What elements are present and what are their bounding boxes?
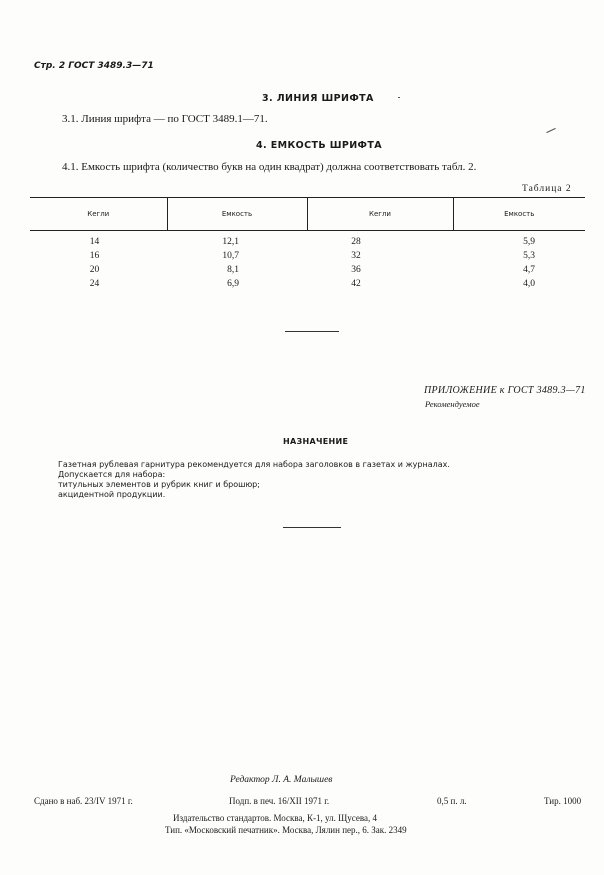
scan-mark bbox=[546, 128, 555, 133]
table-cell: 4,7 bbox=[523, 265, 535, 275]
table-header-cell: Емкость bbox=[453, 198, 585, 231]
table-cell: 32 bbox=[351, 251, 361, 261]
appendix-line: Газетная рублевая гарнитура рекомендуется для набора заголовков в газетах и журналах. bbox=[58, 460, 450, 469]
table-row bbox=[30, 249, 585, 263]
table-header-cell: Емкость bbox=[167, 198, 307, 231]
printer-line: Тип. «Московский печатник». Москва, Лялин пер., 6. Зак. 2349 bbox=[165, 825, 407, 835]
capacity-table bbox=[30, 197, 585, 291]
divider bbox=[285, 331, 339, 332]
page-header: Стр. 2 ГОСТ 3489.3—71 bbox=[34, 61, 154, 71]
section-4-title: 4. ЕМКОСТЬ ШРИФТА bbox=[256, 140, 383, 151]
table-cell: 5,9 bbox=[523, 237, 535, 247]
publisher-line: Издательство стандартов. Москва, К-1, ул. Щусева, 4 bbox=[173, 813, 377, 823]
table-cell: 36 bbox=[351, 265, 361, 275]
section-3-text: 3.1. Линия шрифта — по ГОСТ 3489.1—71. bbox=[62, 113, 268, 125]
table-cell: 8,1 bbox=[227, 265, 239, 275]
table-cell: 20 bbox=[89, 265, 100, 275]
sheet-count: 0,5 п. л. bbox=[437, 796, 467, 806]
appendix-note: Рекомендуемое bbox=[425, 399, 480, 409]
table-header-row bbox=[30, 198, 585, 231]
submitted-date: Сдано в наб. 23/IV 1971 г. bbox=[34, 796, 133, 806]
table-cell: 12,1 bbox=[222, 237, 239, 247]
signed-date: Подп. в печ. 16/XII 1971 г. bbox=[229, 796, 330, 806]
print-run: Тир. 1000 bbox=[544, 796, 582, 806]
table-cell: 6,9 bbox=[227, 279, 239, 289]
editor-credit: Редактор Л. А. Малышев bbox=[230, 775, 333, 785]
table-cell: 42 bbox=[351, 279, 361, 289]
table-header-cell: Кегли bbox=[30, 198, 167, 231]
table-cell: 4,0 bbox=[523, 279, 535, 289]
scan-mark bbox=[398, 97, 400, 98]
table-cell: 24 bbox=[89, 279, 100, 289]
table-header-cell: Кегли bbox=[307, 198, 453, 231]
table-cell: 28 bbox=[351, 237, 361, 247]
appendix-line: титульных элементов и рубрик книг и брошюр; bbox=[58, 480, 260, 489]
section-3-title: 3. ЛИНИЯ ШРИФТА bbox=[262, 93, 374, 104]
table-cell: 14 bbox=[89, 237, 100, 247]
table-cell: 16 bbox=[89, 251, 100, 261]
divider bbox=[283, 527, 341, 528]
table-row bbox=[30, 277, 585, 291]
table-caption: Таблица 2 bbox=[522, 184, 572, 194]
appendix-label: ПРИЛОЖЕНИЕ к ГОСТ 3489.3—71 bbox=[424, 385, 586, 396]
table-cell: 10,7 bbox=[222, 251, 239, 261]
appendix-line: акцидентной продукции. bbox=[58, 490, 166, 499]
appendix-line: Допускается для набора: bbox=[58, 470, 166, 479]
table-cell: 5,3 bbox=[523, 251, 535, 261]
purpose-title: НАЗНАЧЕНИЕ bbox=[283, 437, 349, 446]
table-row bbox=[30, 231, 585, 250]
table-row bbox=[30, 263, 585, 277]
section-4-text: 4.1. Емкость шрифта (количество букв на один квадрат) должна соответствовать табл. 2. bbox=[62, 161, 477, 173]
